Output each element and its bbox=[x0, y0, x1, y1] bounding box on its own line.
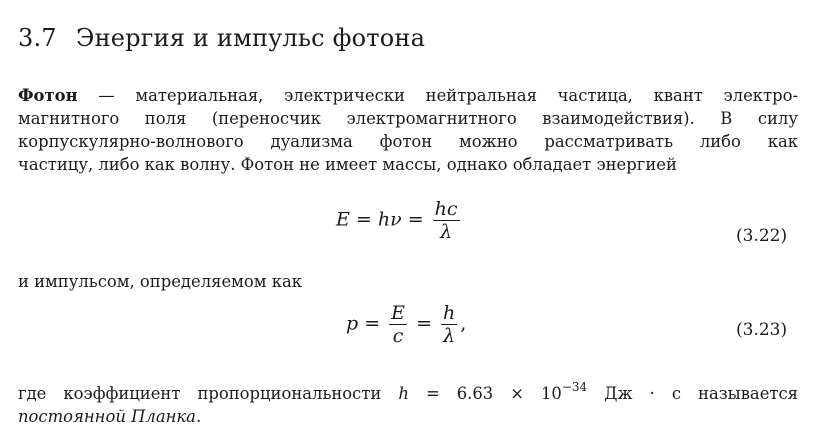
eq1-lhs: E bbox=[336, 208, 350, 231]
equation-momentum bbox=[346, 302, 466, 347]
equation-energy bbox=[336, 198, 463, 243]
planck-value: = 6.63 × 10 bbox=[408, 384, 562, 403]
eq2-equals-1: = bbox=[358, 312, 387, 335]
paragraph-line-3: корпускулярно-волнового дуализма фотон можно рассматривать либо как bbox=[18, 132, 798, 151]
eq1-equals-2: = bbox=[401, 208, 430, 231]
eq2-equals-2: = bbox=[410, 312, 439, 335]
planck-line-end: . bbox=[195, 407, 202, 426]
paragraph-line-2: магнитного поля (переносчик электромагнитного взаимодействия). В силу bbox=[18, 109, 798, 128]
section-number: 3.7 bbox=[18, 24, 57, 52]
equation-number-3-23: (3.23) bbox=[736, 320, 788, 340]
paragraph-planck-line-2 bbox=[18, 405, 798, 428]
section-title: Энергия и импульс фотона bbox=[76, 24, 426, 52]
eq1-fraction-denominator: λ bbox=[440, 221, 453, 243]
equation-number-3-22: (3.22) bbox=[736, 226, 788, 246]
paragraph-line-1-text: — материальная, электрически нейтральная частица, квант электро- bbox=[77, 86, 798, 105]
paragraph-line-4: частицу, либо как волну. Фотон не имеет массы, однако обладает энергией bbox=[18, 155, 677, 174]
eq1-fraction bbox=[433, 198, 460, 243]
paragraph-momentum-text: и импульсом, определяемом как bbox=[18, 272, 302, 291]
planck-units: Дж · с называется bbox=[587, 384, 798, 403]
term-planck-constant: постоянной Планка bbox=[18, 407, 196, 426]
paragraph-planck-line-1 bbox=[18, 376, 798, 405]
planck-text-pre: где коэффициент пропорциональности bbox=[18, 384, 399, 403]
eq2-fraction-2-denominator: λ bbox=[443, 325, 456, 347]
eq1-fraction-numerator: hc bbox=[434, 198, 458, 220]
section-heading bbox=[18, 24, 425, 52]
eq2-fraction-2-numerator: h bbox=[443, 302, 456, 324]
eq2-fraction-1-numerator: E bbox=[391, 302, 406, 324]
eq2-fraction-1-denominator: c bbox=[392, 325, 404, 347]
paragraph-planck-constant bbox=[18, 376, 798, 428]
paragraph-photon-definition bbox=[18, 84, 798, 176]
eq1-equals-1: = bbox=[349, 208, 378, 231]
eq2-lhs: p bbox=[346, 312, 359, 335]
eq2-fraction-1 bbox=[389, 302, 407, 347]
paragraph-momentum-intro bbox=[18, 270, 798, 293]
planck-exponent: −34 bbox=[561, 380, 588, 394]
eq2-fraction-2 bbox=[441, 302, 457, 347]
term-photon: Фотон bbox=[18, 86, 78, 105]
paragraph-line-1 bbox=[18, 84, 798, 107]
planck-symbol: h bbox=[398, 384, 409, 403]
eq2-trailing-comma: , bbox=[460, 312, 467, 335]
eq1-h-nu: hν bbox=[377, 208, 402, 231]
